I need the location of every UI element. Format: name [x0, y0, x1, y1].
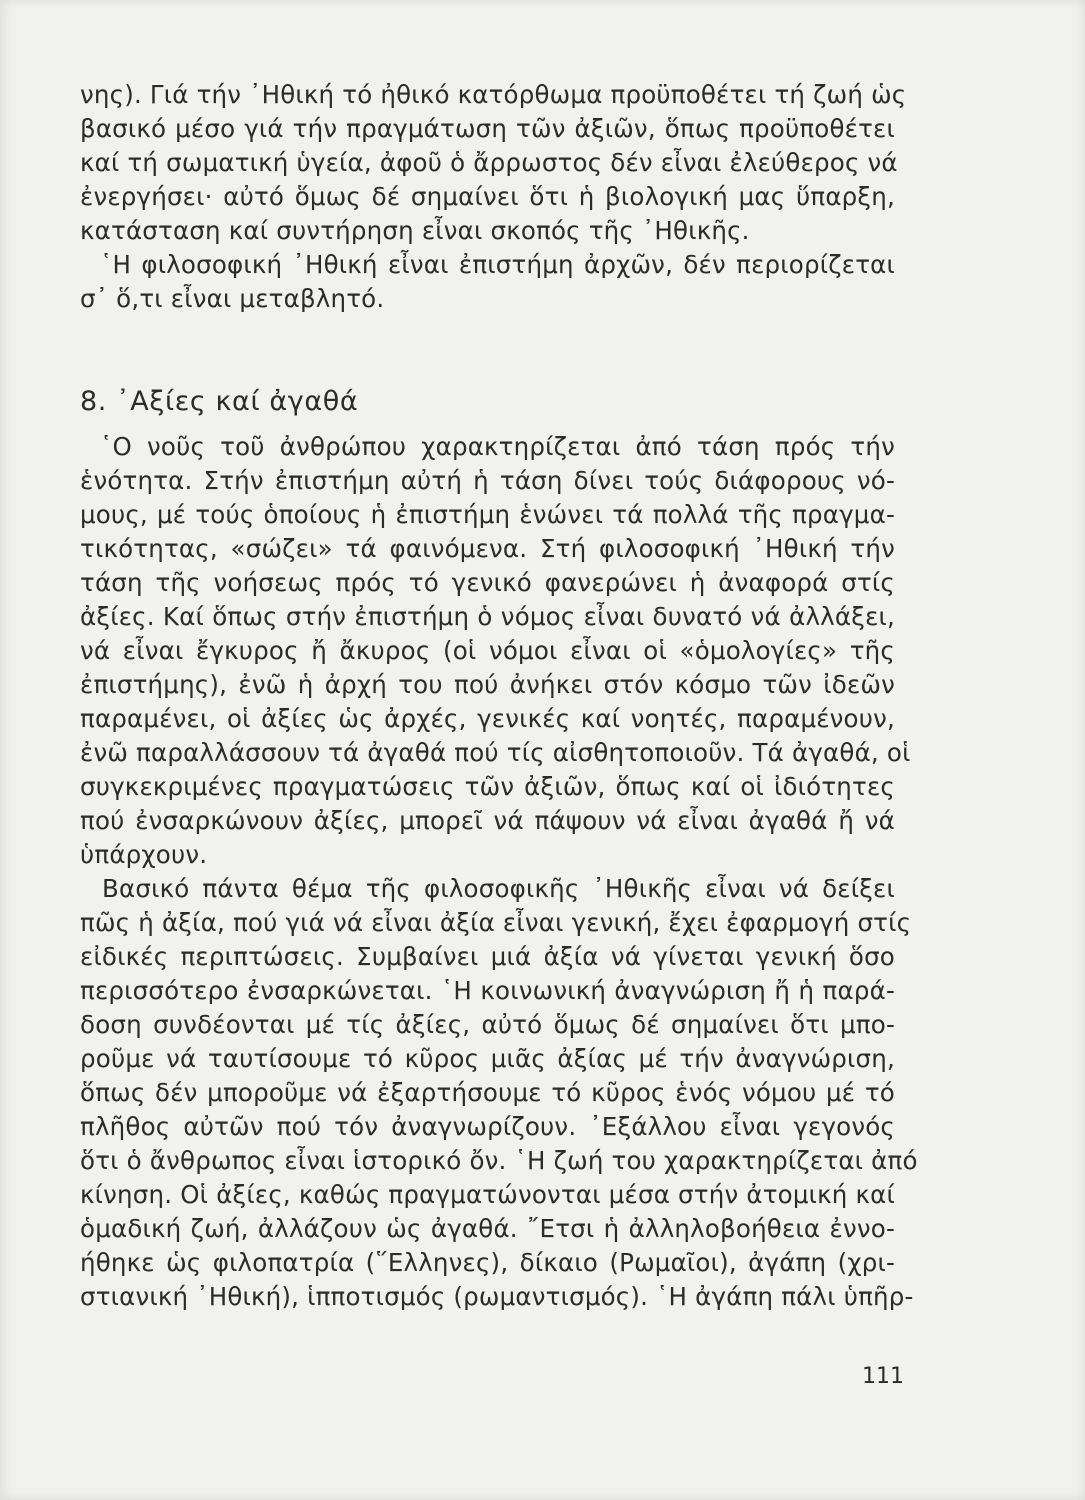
- text-line: ἐνῶ παραλλάσσουν τά ἀγαθά πού τίς αἰσθητοποιοῦν. Τά ἀγαθά, οἱ: [80, 738, 911, 767]
- text-line: ὑπάρχουν.: [80, 840, 208, 869]
- text-line: ἐνεργήσει· αὐτό ὅμως δέ σημαίνει ὅτι ἡ βιολογική μας ὕπαρξη,: [80, 182, 895, 211]
- text-line: ὁμαδική ζωή, ἀλλάζουν ὡς ἀγαθά. ῎Ετσι ἡ ἀλληλοβοήθεια ἐννο-: [80, 1214, 895, 1243]
- text-line: συγκεκριμένες πραγματώσεις τῶν ἀξιῶν, ὅπως καί οἱ ἰδιότητες: [80, 772, 895, 801]
- text-line: ῾Η φιλοσοφική ᾿Ηθική εἶναι ἐπιστήμη ἀρχῶν, δέν περιορίζεται: [100, 250, 895, 279]
- text-line: ροῦμε νά ταυτίσουμε τό κῦρος μιᾶς ἀξίας μέ τήν ἀναγνώριση,: [80, 1044, 895, 1073]
- text-line: πῶς ἡ ἀξία, πού γιά νά εἶναι ἀξία εἶναι γενική, ἔχει ἐφαρμογή στίς: [80, 908, 912, 937]
- text-line: στιανική ᾿Ηθική), ἱπποτισμός (ρωμαντισμός). ῾Η ἀγάπη πάλι ὑπῆρ-: [80, 1282, 914, 1311]
- text-line: ὅτι ὁ ἄνθρωπος εἶναι ἱστορικό ὄν. ῾Η ζωή του χαρακτηρίζεται ἀπό: [80, 1146, 918, 1175]
- text-line: τικότητας, «σώζει» τά φαινόμενα. Στή φιλοσοφική ᾿Ηθική τήν: [80, 534, 895, 563]
- page-number: 111: [862, 1364, 904, 1389]
- text-line: Βασικό πάντα θέμα τῆς φιλοσοφικῆς ᾿Ηθικῆς εἶναι νά δείξει: [102, 874, 895, 903]
- text-line: βασικό μέσο γιά τήν πραγμάτωση τῶν ἀξιῶν, ὅπως προϋποθέτει: [80, 114, 895, 143]
- text-line: νά εἶναι ἔγκυρος ἤ ἄκυρος (οἱ νόμοι εἶναι οἱ «ὁμολογίες» τῆς: [80, 636, 895, 665]
- text-line: κατάσταση καί συντήρηση εἶναι σκοπός τῆς ᾿Ηθικῆς.: [80, 216, 750, 245]
- section-heading: 8. ᾿Αξίες καί ἀγαθά: [80, 386, 359, 417]
- text-line: περισσότερο ἐνσαρκώνεται. ῾Η κοινωνική ἀναγνώριση ἤ ἡ παρά-: [80, 976, 895, 1005]
- text-line: δοση συνδέονται μέ τίς ἀξίες, αὐτό ὅμως δέ σημαίνει ὅτι μπο-: [80, 1010, 895, 1039]
- text-line: παραμένει, οἱ ἀξίες ὡς ἀρχές, γενικές καί νοητές, παραμένουν,: [80, 704, 895, 733]
- text-line: ἀξίες. Καί ὅπως στήν ἐπιστήμη ὁ νόμος εἶναι δυνατό νά ἀλλάξει,: [80, 602, 895, 631]
- text-line: κίνηση. Οἱ ἀξίες, καθώς πραγματώνονται μέσα στήν ἀτομική καί: [80, 1180, 895, 1209]
- text-line: καί τή σωματική ὑγεία, ἀφοῦ ὁ ἄρρωστος δέν εἶναι ἐλεύθερος νά: [80, 148, 898, 177]
- text-line: μους, μέ τούς ὁποίους ἡ ἐπιστήμη ἑνώνει τά πολλά τῆς πραγμα-: [80, 500, 895, 529]
- paragraph-values-and-goods: [80, 430, 911, 872]
- text-line: ὅπως δέν μποροῦμε νά ἐξαρτήσουμε τό κῦρος ἑνός νόμου μέ τό: [80, 1078, 895, 1107]
- text-line: ῾Ο νοῦς τοῦ ἀνθρώπου χαρακτηρίζεται ἀπό τάση πρός τήν: [100, 432, 895, 461]
- text-line: ἐπιστήμης), ἐνῶ ἡ ἀρχή του πού ἀνήκει στόν κόσμο τῶν ἰδεῶν: [80, 670, 895, 699]
- text-line: νης). Γιά τήν ᾿Ηθική τό ἠθικό κατόρθωμα προϋποθέτει τή ζωή ὡς: [80, 80, 907, 109]
- text-line: ἑνότητα. Στήν ἐπιστήμη αὐτή ἡ τάση δίνει τούς διάφορους νό-: [80, 466, 895, 495]
- intro-paragraph: [80, 78, 907, 316]
- paragraph-ethics-theme: [80, 872, 918, 1314]
- text-line: τάση τῆς νοήσεως πρός τό γενικό φανερώνει ἡ ἀναφορά στίς: [80, 568, 895, 597]
- text-line: πού ἐνσαρκώνουν ἀξίες, μπορεῖ νά πάψουν νά εἶναι ἀγαθά ἤ νά: [80, 806, 895, 835]
- text-line: πλῆθος αὐτῶν πού τόν ἀναγνωρίζουν. ᾿Εξάλλου εἶναι γεγονός: [80, 1112, 895, 1141]
- text-line: σ᾿ ὅ,τι εἶναι μεταβλητό.: [80, 284, 385, 313]
- text-line: ήθηκε ὡς φιλοπατρία (῞Ελληνες), δίκαιο (Ρωμαῖοι), ἀγάπη (χρι-: [80, 1248, 895, 1277]
- text-line: εἰδικές περιπτώσεις. Συμβαίνει μιά ἀξία νά γίνεται γενική ὅσο: [80, 942, 895, 971]
